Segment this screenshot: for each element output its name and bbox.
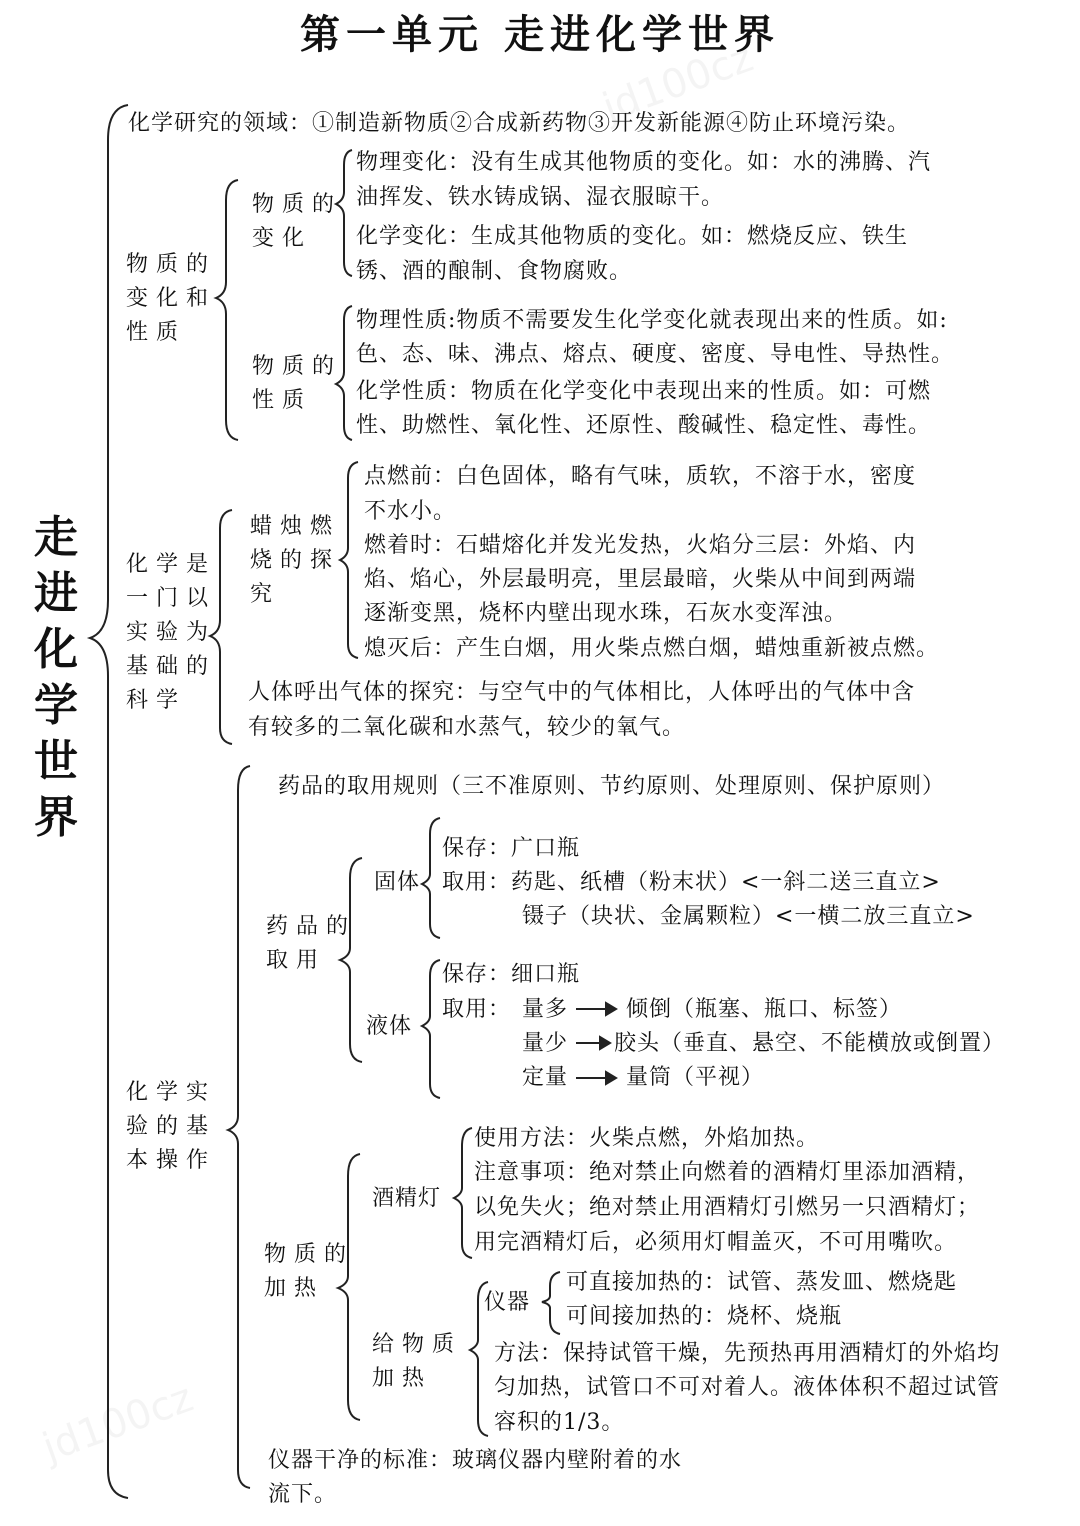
liquid-line: 保存：细口瓶 <box>442 962 581 987</box>
candle-line: 点燃前：白色固体，略有气味，质软，不溶于水，密度 <box>364 464 917 489</box>
breath-line: 人体呼出气体的探究：与空气中的气体相比，人体呼出的气体中含 <box>248 680 916 705</box>
s3-label: 化学实验的基本操作 <box>126 1080 217 1173</box>
change-line: 物理变化：没有生成其他物质的变化。如：水的沸腾、汽 <box>356 150 932 175</box>
inst-line: 可间接加热的：烧杯、烧瓶 <box>566 1304 843 1329</box>
liquid-rule-rhs: 量筒（平视） <box>626 1065 765 1090</box>
lamp-line: 注意事项：绝对禁止向燃着的酒精灯里添加酒精， <box>474 1160 981 1185</box>
property-label: 物质的性质 <box>252 354 343 413</box>
liquid-rule-rhs: 倾倒（瓶塞、瓶口、标签） <box>626 997 903 1022</box>
clean-line: 流下。 <box>268 1482 338 1507</box>
liquid-rule-lhs: 量少 <box>522 1031 569 1056</box>
solid-line: 镊子（块状、金属颗粒）<一横二放三直立> <box>522 904 975 929</box>
liquid-rule-lhs: 量多 <box>522 997 569 1022</box>
inst-label: 仪器 <box>484 1290 531 1315</box>
liquid-use-label: 取用： <box>442 997 512 1022</box>
property-line: 化学性质：物质在化学变化中表现出来的性质。如：可燃 <box>356 379 932 404</box>
solid-label: 固体 <box>374 870 421 895</box>
breath-line: 有较多的二氧化碳和水蒸气，较少的氧气。 <box>248 715 686 740</box>
candle-line: 燃着时：石蜡熔化并发光发热，火焰分三层：外焰、内 <box>364 533 917 558</box>
property-line: 物理性质:物质不需要发生化学变化就表现出来的性质。如: <box>356 308 948 333</box>
clean-line: 仪器干净的标准：玻璃仪器内壁附着的水 <box>268 1448 683 1473</box>
liquid-label: 液体 <box>366 1014 413 1039</box>
root-topic: 走进化学世界 <box>34 512 78 843</box>
inst-brace <box>542 1272 560 1334</box>
change-line: 化学变化：生成其他物质的变化。如：燃烧反应、铁生 <box>356 224 909 249</box>
method-line: 方法：保持试管干燥，先预热再用酒精灯的外焰均 <box>494 1341 1001 1366</box>
lamp-brace <box>454 1128 472 1258</box>
chem-research-fields: 化学研究的领域：①制造新物质②合成新药物③开发新能源④防止环境污染。 <box>128 111 911 136</box>
s1-label: 物质的变化和性质 <box>126 252 217 345</box>
change-line: 油挥发、铁水铸成锅、湿衣服晾干。 <box>356 185 725 210</box>
change-label: 物质的变化 <box>252 192 343 251</box>
solid-brace <box>422 818 440 938</box>
candle-label: 蜡烛燃烧的探究 <box>250 514 341 607</box>
lamp-line: 以免失火；绝对禁止用酒精灯引燃另一只酒精灯； <box>474 1195 981 1220</box>
page-title: 第一单元 走进化学世界 <box>300 11 780 58</box>
method-line: 匀加热，试管口不可对着人。液体体积不超过试管 <box>494 1375 1001 1400</box>
s2-label: 化学是一门以实验为基础的科学 <box>126 552 217 713</box>
liquid-brace <box>422 960 440 1098</box>
liquid-rule-rhs: 胶头（垂直、悬空、不能横放或倒置） <box>614 1031 1006 1056</box>
property-line: 色、态、味、沸点、熔点、硬度、密度、导电性、导热性。 <box>356 342 955 367</box>
inst-line: 可直接加热的：试管、蒸发皿、燃烧匙 <box>566 1270 958 1295</box>
lamp-label: 酒精灯 <box>372 1186 442 1211</box>
candle-line: 焰、焰心，外层最明亮，里层最暗，火柴从中间到两端 <box>364 567 917 592</box>
candle-line: 不水小。 <box>364 499 457 524</box>
give-label: 给物质加热 <box>372 1332 463 1391</box>
method-line: 容积的1/3。 <box>494 1410 625 1435</box>
lamp-line: 用完酒精灯后，必须用灯帽盖灭，不可用嘴吹。 <box>474 1230 958 1255</box>
heat-label: 物质的加热 <box>264 1242 355 1301</box>
solid-line: 保存：广口瓶 <box>442 836 581 861</box>
arrows <box>576 1003 616 1084</box>
property-line: 性、助燃性、氧化性、还原性、酸碱性、稳定性、毒性。 <box>356 413 932 438</box>
change-line: 锈、酒的酿制、食物腐败。 <box>356 259 633 284</box>
s3-brace <box>228 766 250 1488</box>
drug-rules: 药品的取用规则（三不准原则、节约原则、处理原则、保护原则） <box>278 774 946 799</box>
solid-line: 取用：药匙、纸槽（粉末状）<一斜二送三直立> <box>442 870 941 895</box>
candle-line: 逐渐变黑，烧杯内壁出现水珠，石灰水变浑浊。 <box>364 601 848 626</box>
root-brace <box>90 105 128 1498</box>
take-label: 药品的取用 <box>266 914 357 973</box>
lamp-line: 使用方法：火柴点燃，外焰加热。 <box>474 1126 820 1151</box>
candle-line: 熄灭后：产生白烟，用火柴点燃白烟，蜡烛重新被点燃。 <box>364 636 940 661</box>
liquid-rule-lhs: 定量 <box>522 1065 569 1090</box>
